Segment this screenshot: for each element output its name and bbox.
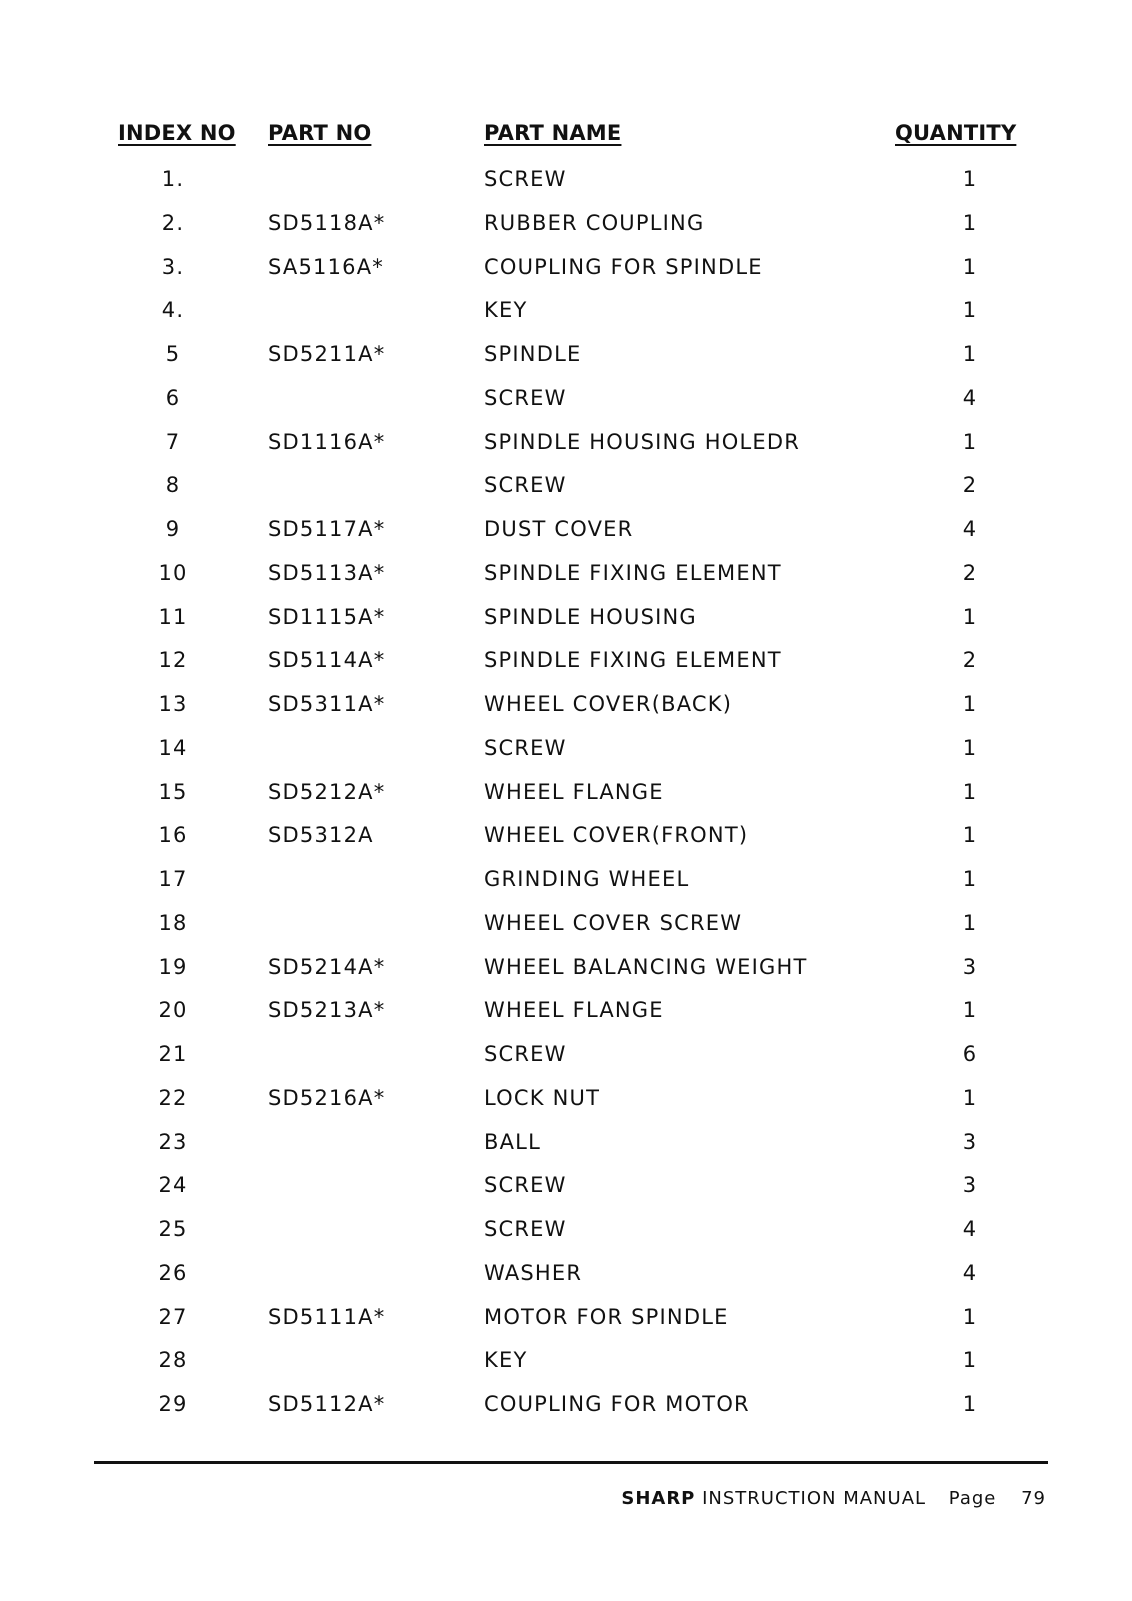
cell-index-no: 2. <box>161 210 185 235</box>
cell-index-no: 4. <box>161 298 185 323</box>
cell-part-name: WHEEL COVER SCREW <box>484 910 743 935</box>
cell-quantity: 3 <box>962 954 978 979</box>
cell-part-name: SCREW <box>484 735 567 760</box>
cell-index-no: 24 <box>158 1173 188 1198</box>
cell-quantity: 1 <box>962 779 978 804</box>
table-row <box>0 909 1132 951</box>
cell-part-no: SD5113A* <box>268 560 386 585</box>
table-row <box>0 821 1132 863</box>
cell-index-no: 25 <box>158 1217 188 1241</box>
table-row <box>0 165 1132 207</box>
cell-quantity: 1 <box>962 1085 978 1110</box>
cell-index-no: 5 <box>165 342 181 366</box>
cell-index-no: 10 <box>158 560 188 585</box>
cell-part-name: KEY <box>484 1348 528 1373</box>
page-footer <box>621 1488 1046 1509</box>
table-row <box>0 296 1132 338</box>
cell-quantity: 2 <box>962 560 978 585</box>
footer-divider <box>94 1461 1048 1464</box>
cell-part-no: SD5311A* <box>268 692 386 716</box>
table-row <box>0 1390 1132 1432</box>
cell-quantity: 6 <box>962 1042 978 1066</box>
table-row <box>0 996 1132 1038</box>
cell-quantity: 1 <box>962 735 978 760</box>
table-row <box>0 428 1132 470</box>
cell-quantity: 4 <box>962 1217 978 1241</box>
table-row <box>0 1259 1132 1301</box>
cell-part-no: SD1115A* <box>268 604 386 629</box>
cell-part-name: COUPLING FOR MOTOR <box>484 1392 750 1416</box>
cell-part-no: SD5312A <box>268 823 374 848</box>
table-row <box>0 253 1132 295</box>
cell-quantity: 1 <box>962 254 978 279</box>
cell-index-no: 9 <box>165 517 181 541</box>
cell-index-no: 12 <box>158 648 188 673</box>
cell-part-name: SPINDLE HOUSING HOLEDR <box>484 429 801 454</box>
cell-part-name: BALL <box>484 1129 541 1154</box>
cell-index-no: 29 <box>158 1392 188 1416</box>
table-row <box>0 603 1132 645</box>
table-row <box>0 384 1132 426</box>
cell-part-name: SCREW <box>484 1217 567 1241</box>
cell-index-no: 23 <box>158 1129 188 1154</box>
cell-quantity: 4 <box>962 385 978 410</box>
table-row <box>0 515 1132 557</box>
cell-part-name: SCREW <box>484 1042 567 1066</box>
footer-page-number: 79 <box>1021 1488 1046 1509</box>
cell-part-no: SD5211A* <box>268 342 386 366</box>
cell-index-no: 7 <box>165 429 181 454</box>
header-index-no: INDEX NO <box>118 121 236 145</box>
cell-part-name: DUST COVER <box>484 517 634 541</box>
cell-part-name: COUPLING FOR SPINDLE <box>484 254 763 279</box>
cell-part-name: WHEEL COVER(FRONT) <box>484 823 749 848</box>
cell-quantity: 1 <box>962 910 978 935</box>
cell-part-no: SD5214A* <box>268 954 386 979</box>
cell-quantity: 1 <box>962 298 978 323</box>
cell-part-name: GRINDING WHEEL <box>484 867 690 891</box>
table-row <box>0 471 1132 513</box>
cell-quantity: 2 <box>962 648 978 673</box>
cell-index-no: 28 <box>158 1348 188 1373</box>
cell-part-no: SD5117A* <box>268 517 386 541</box>
cell-index-no: 8 <box>165 473 181 498</box>
cell-quantity: 1 <box>962 1304 978 1329</box>
table-row <box>0 209 1132 251</box>
cell-part-name: WHEEL BALANCING WEIGHT <box>484 954 808 979</box>
cell-part-no: SA5116A* <box>268 254 384 279</box>
cell-quantity: 1 <box>962 692 978 716</box>
cell-index-no: 27 <box>158 1304 188 1329</box>
cell-quantity: 1 <box>962 823 978 848</box>
cell-quantity: 2 <box>962 473 978 498</box>
cell-part-name: RUBBER COUPLING <box>484 210 705 235</box>
cell-quantity: 4 <box>962 517 978 541</box>
cell-index-no: 3. <box>161 254 185 279</box>
cell-part-no: SD1116A* <box>268 429 386 454</box>
cell-part-name: SPINDLE HOUSING <box>484 604 697 629</box>
table-row <box>0 1346 1132 1388</box>
table-row <box>0 1084 1132 1126</box>
cell-part-name: KEY <box>484 298 528 323</box>
table-row <box>0 559 1132 601</box>
table-row <box>0 734 1132 776</box>
table-row <box>0 1128 1132 1170</box>
cell-index-no: 13 <box>158 692 188 716</box>
cell-quantity: 1 <box>962 167 978 191</box>
cell-quantity: 1 <box>962 604 978 629</box>
table-row <box>0 690 1132 732</box>
cell-part-name: WHEEL FLANGE <box>484 779 664 804</box>
cell-part-no: SD5111A* <box>268 1304 386 1329</box>
cell-quantity: 1 <box>962 210 978 235</box>
table-row <box>0 953 1132 995</box>
cell-part-no: SD5216A* <box>268 1085 386 1110</box>
header-part-name: PART NAME <box>484 121 622 145</box>
cell-index-no: 18 <box>158 910 188 935</box>
footer-page-label: Page <box>948 1488 997 1509</box>
cell-quantity: 1 <box>962 998 978 1023</box>
footer-manual-title: INSTRUCTION MANUAL <box>702 1488 927 1509</box>
table-row <box>0 1215 1132 1257</box>
cell-part-name: SCREW <box>484 473 567 498</box>
cell-quantity: 4 <box>962 1260 978 1285</box>
cell-part-name: SPINDLE FIXING ELEMENT <box>484 560 782 585</box>
cell-part-name: SPINDLE <box>484 342 582 366</box>
cell-index-no: 17 <box>158 867 188 891</box>
cell-quantity: 1 <box>962 867 978 891</box>
cell-index-no: 21 <box>158 1042 188 1066</box>
table-row <box>0 340 1132 382</box>
cell-quantity: 1 <box>962 1392 978 1416</box>
cell-quantity: 1 <box>962 1348 978 1373</box>
cell-index-no: 11 <box>158 604 188 629</box>
cell-index-no: 14 <box>158 735 188 760</box>
cell-index-no: 6 <box>165 385 181 410</box>
cell-index-no: 22 <box>158 1085 188 1110</box>
cell-part-name: LOCK NUT <box>484 1085 601 1110</box>
cell-part-no: SD5112A* <box>268 1392 386 1416</box>
cell-part-no: SD5114A* <box>268 648 386 673</box>
cell-part-name: SPINDLE FIXING ELEMENT <box>484 648 782 673</box>
cell-quantity: 3 <box>962 1129 978 1154</box>
cell-index-no: 26 <box>158 1260 188 1285</box>
table-row <box>0 1171 1132 1213</box>
table-row <box>0 1040 1132 1082</box>
footer-brand: SHARP <box>621 1488 696 1509</box>
cell-part-name: WHEEL FLANGE <box>484 998 664 1023</box>
cell-index-no: 16 <box>158 823 188 848</box>
cell-part-no: SD5212A* <box>268 779 386 804</box>
cell-part-name: SCREW <box>484 167 567 191</box>
cell-part-no: SD5118A* <box>268 210 386 235</box>
cell-part-no: SD5213A* <box>268 998 386 1023</box>
table-row <box>0 1303 1132 1345</box>
cell-part-name: SCREW <box>484 1173 567 1198</box>
table-row <box>0 646 1132 688</box>
table-row <box>0 865 1132 907</box>
header-quantity: QUANTITY <box>895 121 1017 145</box>
cell-index-no: 20 <box>158 998 188 1023</box>
cell-quantity: 3 <box>962 1173 978 1198</box>
table-row <box>0 778 1132 820</box>
cell-index-no: 1. <box>161 167 185 191</box>
cell-quantity: 1 <box>962 342 978 366</box>
cell-index-no: 15 <box>158 779 188 804</box>
cell-index-no: 19 <box>158 954 188 979</box>
cell-quantity: 1 <box>962 429 978 454</box>
header-part-no: PART NO <box>268 121 372 145</box>
cell-part-name: WASHER <box>484 1260 583 1285</box>
cell-part-name: SCREW <box>484 385 567 410</box>
cell-part-name: WHEEL COVER(BACK) <box>484 692 733 716</box>
cell-part-name: MOTOR FOR SPINDLE <box>484 1304 729 1329</box>
